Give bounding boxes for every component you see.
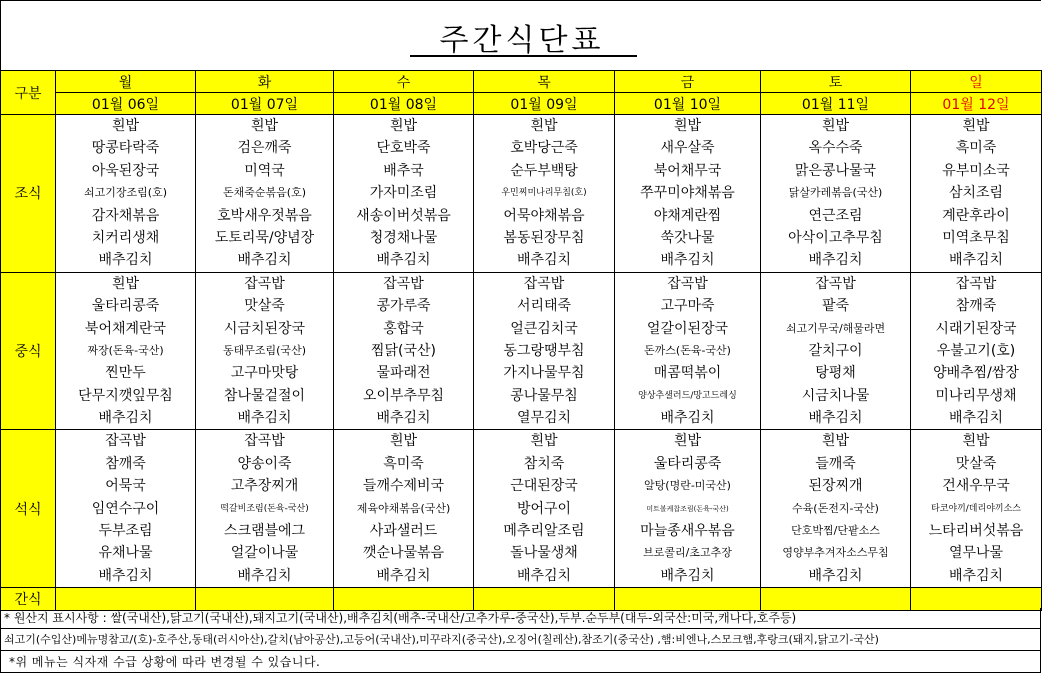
menu-item: 쑥갓나물 bbox=[660, 229, 715, 246]
menu-item: 미역국 bbox=[244, 162, 285, 179]
meal-cell bbox=[761, 115, 911, 273]
menu-item: 땅콩타락죽 bbox=[91, 140, 160, 157]
category-header: 구분 bbox=[1, 71, 56, 115]
meal-cell bbox=[334, 430, 474, 588]
menu-item: 배추김치 bbox=[98, 567, 153, 584]
menu-item: 새우살죽 bbox=[660, 140, 715, 157]
menu-item: 단호박찜/단팥소스 bbox=[791, 524, 880, 538]
day-mon: 월 bbox=[56, 71, 196, 93]
menu-item: 흑미죽 bbox=[955, 140, 997, 157]
date-thu: 01월 09일 bbox=[474, 93, 615, 115]
menu-item: 쇠고기무국/해물라면 bbox=[785, 321, 886, 335]
menu-item: 얼갈이나물 bbox=[230, 545, 299, 562]
day-fri: 금 bbox=[615, 71, 761, 93]
menu-item: 마늘종새우볶음 bbox=[640, 523, 735, 540]
menu-item: 북어채무국 bbox=[653, 162, 722, 179]
menu-item: 아욱된장국 bbox=[91, 162, 160, 179]
meal-cell bbox=[615, 115, 761, 273]
menu-item: 잡곡밥 bbox=[523, 275, 565, 292]
menu-item: 어묵국 bbox=[105, 478, 146, 495]
menu-item: 깻순나물볶음 bbox=[362, 545, 445, 562]
menu-item: 고구마맛탕 bbox=[230, 365, 299, 382]
menu-item: 우민찌미나리무침(호) bbox=[501, 188, 587, 199]
menu-item: 팥죽 bbox=[821, 298, 850, 315]
menu-item: 새송이버섯볶음 bbox=[356, 207, 451, 224]
menu-item: 연근조림 bbox=[808, 207, 863, 224]
menu-item: 배추김치 bbox=[808, 252, 863, 269]
menu-item: 건새우무국 bbox=[942, 478, 1010, 495]
menu-item: 배추김치 bbox=[376, 410, 431, 427]
day-sun: 일 bbox=[911, 71, 1042, 93]
menu-item: 콩나물무침 bbox=[510, 387, 578, 404]
menu-item: 매콤떡볶이 bbox=[653, 365, 722, 382]
menu-item: 고구마죽 bbox=[660, 298, 715, 315]
menu-item: 잡곡밥 bbox=[383, 275, 424, 292]
meal-cell bbox=[196, 272, 334, 430]
origin-note: * 원산지 표시사항 : 쌀(국내산),닭고기(국내산),돼지고기(국내산),배추김치(배추-국내산/고추가루-중국산),두부.순두부(대두-외국산:미국,캐나다,호주등) bbox=[0, 608, 1041, 629]
date-sat: 01월 11일 bbox=[761, 93, 911, 115]
menu-item: 흰밥 bbox=[530, 433, 558, 450]
meal-cell bbox=[474, 272, 615, 430]
meal-row-breakfast bbox=[1, 115, 1042, 273]
menu-item: 시래기된장국 bbox=[935, 320, 1017, 337]
menu-item: 시금치된장국 bbox=[223, 320, 306, 337]
date-sun: 01월 12일 bbox=[911, 93, 1042, 115]
day-tue: 화 bbox=[196, 71, 334, 93]
menu-item: 들깨수제비국 bbox=[362, 478, 445, 495]
menu-item: 배추김치 bbox=[516, 567, 572, 584]
menu-item: 배추김치 bbox=[808, 410, 863, 427]
day-wed: 수 bbox=[334, 71, 474, 93]
origin-note-2: 쇠고기(수입산)메뉴명참고/(호)-호주산,동태(러시아산),갈치(남아공산),고등어(국내산),미꾸라지(중국산),오징어(칠레산),참조기(중국산) ,햄:비엔나,스모크햄,후랑크(돼지,닭고기-국산) bbox=[0, 629, 1041, 651]
menu-item: 콩가루죽 bbox=[376, 298, 431, 315]
menu-item: 검은깨죽 bbox=[237, 140, 292, 157]
meal-label-snack: 간식 bbox=[1, 588, 56, 611]
menu-item: 근대된장국 bbox=[510, 478, 578, 495]
menu-item: 짜장(돈육-국산) bbox=[87, 343, 164, 357]
page-title: 주간식단표 bbox=[439, 23, 605, 58]
menu-item: 흰밥 bbox=[821, 433, 850, 450]
menu-item: 느타리버섯볶음 bbox=[928, 523, 1024, 540]
menu-item: 흰밥 bbox=[673, 433, 702, 450]
menu-item: 배추김치 bbox=[948, 410, 1004, 427]
menu-item: 배추김치 bbox=[660, 567, 715, 584]
menu-item: 배추김치 bbox=[98, 410, 153, 427]
menu-item: 양상추샐러드/망고드레싱 bbox=[638, 390, 737, 401]
menu-item: 호박새우젓볶음 bbox=[217, 207, 312, 224]
menu-item: 울타리콩죽 bbox=[653, 455, 722, 472]
menu-item: 동태무조림(국산) bbox=[223, 343, 306, 357]
menu-item: 잡곡밥 bbox=[667, 275, 708, 292]
menu-item: 흑미죽 bbox=[383, 455, 424, 472]
meal-cell bbox=[334, 115, 474, 273]
meal-cell bbox=[911, 272, 1042, 430]
menu-item: 배추김치 bbox=[660, 410, 715, 427]
menu-item: 제육야채볶음(국산) bbox=[356, 501, 451, 515]
title-underline bbox=[410, 55, 637, 57]
menu-item: 오이부추무침 bbox=[362, 387, 445, 404]
menu-item: 잡곡밥 bbox=[244, 275, 285, 292]
menu-item: 양송이죽 bbox=[237, 455, 292, 472]
menu-item: 흰밥 bbox=[111, 275, 140, 292]
menu-item: 참깨죽 bbox=[105, 455, 146, 472]
date-row bbox=[1, 93, 1042, 115]
menu-item: 참치죽 bbox=[523, 455, 565, 472]
menu-item: 홍합국 bbox=[383, 320, 424, 337]
menu-item: 메추리알조림 bbox=[503, 523, 585, 540]
menu-item: 배추김치 bbox=[237, 252, 292, 269]
menu-item: 들깨죽 bbox=[815, 455, 856, 472]
menu-item: 호박당근죽 bbox=[510, 140, 578, 157]
date-tue: 01월 07일 bbox=[196, 93, 334, 115]
meal-cell bbox=[615, 272, 761, 430]
menu-item: 방어구이 bbox=[516, 500, 572, 517]
menu-item: 단호박죽 bbox=[376, 140, 431, 157]
menu-item: 어묵야채볶음 bbox=[503, 207, 585, 224]
menu-item: 유채나물 bbox=[98, 545, 153, 562]
meal-cell bbox=[761, 430, 911, 588]
menu-item: 미트볼케찹조림(돈육-국산) bbox=[646, 504, 729, 513]
menu-item: 맛살죽 bbox=[244, 298, 285, 315]
menu-item: 쇠고기장조림(호) bbox=[84, 186, 167, 200]
menu-item: 아삭이고추무침 bbox=[788, 229, 883, 246]
menu-item: 옥수수죽 bbox=[808, 140, 863, 157]
disclaimer-note: *위 메뉴는 식자재 수급 상황에 따라 변경될 수 있습니다. bbox=[0, 651, 1041, 673]
menu-item: 우불고기(호) bbox=[936, 342, 1016, 359]
menu-item: 떡갈비조림(돈육-국산) bbox=[220, 503, 309, 514]
menu-item: 감자채볶음 bbox=[91, 207, 160, 224]
menu-item: 브로콜리/초고추장 bbox=[643, 546, 732, 560]
meal-label-breakfast: 조식 bbox=[1, 115, 56, 273]
meal-cell bbox=[334, 272, 474, 430]
menu-item: 잡곡밥 bbox=[955, 275, 997, 292]
menu-item: 열무김치 bbox=[516, 410, 572, 427]
menu-item: 야채계란찜 bbox=[653, 207, 722, 224]
menu-item: 된장찌개 bbox=[808, 478, 863, 495]
menu-item: 치커리생채 bbox=[91, 229, 160, 246]
menu-item: 탕평채 bbox=[815, 365, 856, 382]
menu-item: 얼갈이된장국 bbox=[646, 320, 729, 337]
menu-item: 돈까스(돈육-국산) bbox=[644, 343, 731, 357]
menu-item: 영양부추겨자소스무침 bbox=[782, 546, 889, 560]
meal-cell bbox=[196, 115, 334, 273]
menu-item: 봄동된장무침 bbox=[503, 229, 585, 246]
menu-item: 서리태죽 bbox=[516, 298, 572, 315]
menu-item: 가자미조림 bbox=[369, 185, 438, 202]
menu-item: 흰밥 bbox=[389, 433, 418, 450]
meal-cell bbox=[761, 272, 911, 430]
menu-item: 미나리무생채 bbox=[935, 387, 1017, 404]
menu-item: 배추김치 bbox=[516, 252, 572, 269]
menu-item: 돌나물생채 bbox=[510, 545, 578, 562]
day-row bbox=[1, 71, 1042, 93]
menu-item: 타코야끼/데리야끼소스 bbox=[931, 503, 1021, 514]
meal-cell bbox=[474, 115, 615, 273]
menu-item: 고추장찌개 bbox=[230, 478, 299, 495]
menu-item: 찜닭(국산) bbox=[370, 342, 437, 359]
menu-item: 임연수구이 bbox=[91, 500, 160, 517]
menu-item: 닭살카레볶음(국산) bbox=[788, 186, 883, 200]
menu-item: 사과샐러드 bbox=[369, 523, 438, 540]
meal-row-dinner bbox=[1, 430, 1042, 588]
menu-item: 참깨죽 bbox=[955, 298, 997, 315]
menu-item: 울타리콩죽 bbox=[91, 298, 160, 315]
menu-item: 순두부백탕 bbox=[510, 162, 578, 179]
menu-item: 참나물겉절이 bbox=[223, 387, 306, 404]
menu-item: 흰밥 bbox=[673, 118, 702, 134]
day-thu: 목 bbox=[474, 71, 615, 93]
menu-item: 흰밥 bbox=[962, 118, 990, 134]
meal-label-lunch: 중식 bbox=[1, 272, 56, 430]
menu-item: 도토리묵/양념장 bbox=[214, 229, 315, 246]
meal-cell bbox=[56, 272, 196, 430]
meal-cell bbox=[196, 430, 334, 588]
menu-item: 스크램블에그 bbox=[223, 523, 306, 540]
menu-item: 흰밥 bbox=[389, 118, 418, 134]
menu-item: 배추김치 bbox=[376, 567, 431, 584]
menu-item: 쭈꾸미야채볶음 bbox=[640, 185, 735, 202]
menu-item: 맑은콩나물국 bbox=[794, 162, 877, 179]
menu-item: 흰밥 bbox=[530, 118, 558, 134]
menu-item: 물파래전 bbox=[376, 365, 431, 382]
menu-item: 배추김치 bbox=[376, 252, 431, 269]
menu-item: 배추김치 bbox=[237, 567, 292, 584]
menu-item: 흰밥 bbox=[821, 118, 850, 134]
menu-item: 단무지깻잎무침 bbox=[78, 387, 173, 404]
menu-item: 가지나물무침 bbox=[503, 365, 585, 382]
date-fri: 01월 10일 bbox=[615, 93, 761, 115]
menu-item: 얼큰김치국 bbox=[510, 320, 578, 337]
menu-item: 배추김치 bbox=[98, 252, 153, 269]
menu-item: 잡곡밥 bbox=[105, 433, 146, 450]
menu-item: 갈치구이 bbox=[808, 342, 863, 359]
menu-item: 계란후라이 bbox=[942, 207, 1010, 224]
meal-cell bbox=[56, 430, 196, 588]
date-mon: 01월 06일 bbox=[56, 93, 196, 115]
menu-item: 미역초무침 bbox=[942, 229, 1010, 246]
menu-item: 배추김치 bbox=[948, 252, 1004, 269]
menu-item: 배추김치 bbox=[808, 567, 863, 584]
menu-item: 맛살죽 bbox=[955, 455, 997, 472]
meal-cell bbox=[911, 115, 1042, 273]
meal-cell bbox=[474, 430, 615, 588]
menu-item: 배추김치 bbox=[948, 567, 1004, 584]
meal-cell bbox=[56, 115, 196, 273]
weekly-menu-table bbox=[0, 70, 1042, 611]
menu-item: 배추김치 bbox=[237, 410, 292, 427]
menu-item: 북어채계란국 bbox=[84, 320, 167, 337]
menu-item: 수육(돈전지-국산) bbox=[792, 501, 879, 515]
day-sat: 토 bbox=[761, 71, 911, 93]
meal-label-dinner: 석식 bbox=[1, 430, 56, 588]
menu-item: 찐만두 bbox=[105, 365, 146, 382]
menu-item: 흰밥 bbox=[962, 433, 990, 450]
menu-item: 삼치조림 bbox=[948, 185, 1004, 202]
menu-item: 알탕(명란-미국산) bbox=[644, 479, 731, 493]
menu-item: 청경채나물 bbox=[369, 229, 438, 246]
menu-item: 잡곡밥 bbox=[815, 275, 856, 292]
menu-item: 열무나물 bbox=[948, 545, 1004, 562]
date-wed: 01월 08일 bbox=[334, 93, 474, 115]
menu-item: 유부미소국 bbox=[942, 162, 1010, 179]
meal-cell bbox=[911, 430, 1042, 588]
menu-item: 시금치나물 bbox=[801, 387, 870, 404]
menu-item: 돈채죽순볶음(호) bbox=[223, 186, 306, 200]
menu-item: 두부조림 bbox=[98, 523, 153, 540]
menu-item: 흰밥 bbox=[111, 118, 140, 134]
menu-item: 양배추찜/쌈장 bbox=[933, 365, 1019, 382]
title-area bbox=[0, 0, 1041, 70]
menu-item: 잡곡밥 bbox=[244, 433, 285, 450]
meal-row-lunch bbox=[1, 272, 1042, 430]
meal-cell bbox=[615, 430, 761, 588]
menu-item: 동그랑땡부침 bbox=[503, 342, 585, 359]
menu-item: 배추국 bbox=[383, 162, 424, 179]
menu-item: 흰밥 bbox=[250, 118, 279, 134]
menu-item: 배추김치 bbox=[660, 252, 715, 269]
